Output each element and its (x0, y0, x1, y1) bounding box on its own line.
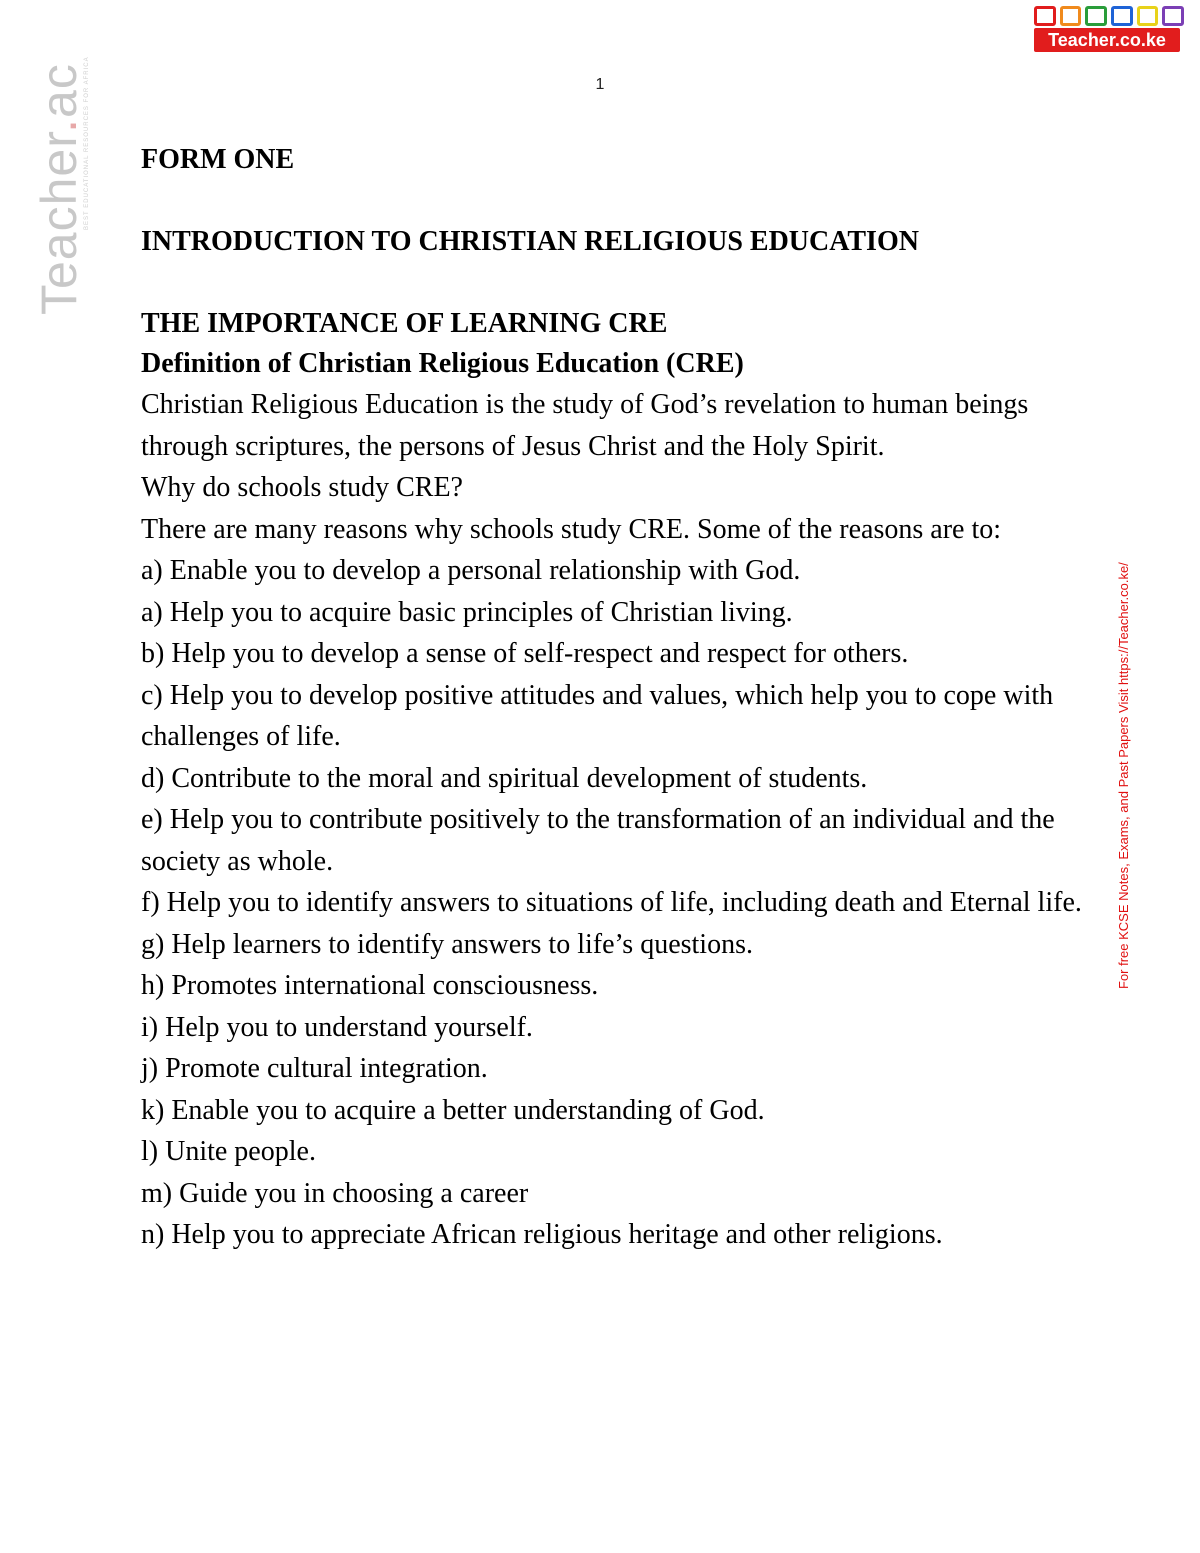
list-item: n) Help you to appreciate African religious heritage and other religions. (141, 1219, 943, 1250)
list-item: b) Help you to develop a sense of self-respect and respect for others. (141, 638, 909, 669)
logo-box (1137, 6, 1159, 26)
list-item: f) Help you to identify answers to situations of life, including death and Eternal life. (141, 887, 1082, 918)
definition-heading: Definition of Christian Religious Education (CRE) (141, 348, 744, 379)
list-item: j) Promote cultural integration. (141, 1053, 488, 1084)
logo-box (1060, 6, 1082, 26)
list-item: c) Help you to develop positive attitudes and values, which help you to cope with challenges of life. (141, 679, 1054, 752)
watermark-tagline: BEST EDUCATIONAL RESOURCES FOR AFRICA (84, 56, 90, 230)
teacher-co-ke-logo[interactable] (1034, 6, 1184, 52)
logo-box (1034, 6, 1056, 26)
list-item: e) Help you to contribute positively to the transformation of an individual and the society as whole. (141, 804, 1055, 877)
list-item: a) Help you to acquire basic principles of Christian living. (141, 596, 793, 628)
logo-box (1162, 6, 1184, 26)
intro-text: There are many reasons why schools study CRE. Some of the reasons are to: (141, 513, 1002, 545)
section-heading: THE IMPORTANCE OF LEARNING CRE (141, 308, 668, 339)
document-body (141, 140, 1101, 1256)
definition-text: Christian Religious Education is the study of God’s revelation to human beings through scriptures, the persons of Jesus Christ and the Holy Spirit. (141, 389, 1029, 462)
list-item: i) Help you to understand yourself. (141, 1011, 533, 1043)
reasons-list (141, 550, 1101, 1256)
page-number: 1 (595, 76, 605, 93)
list-item: g) Help learners to identify answers to life’s questions. (141, 928, 753, 960)
list-item: h) Promotes international consciousness. (141, 970, 599, 1001)
list-item: d) Contribute to the moral and spiritual development of students. (141, 762, 868, 794)
form-heading: FORM ONE (141, 144, 295, 175)
side-promo-text: For free KCSE Notes, Exams, and Past Papers Visit https://Teacher.co.ke/ (1116, 562, 1131, 989)
list-item: a) Enable you to develop a personal relationship with God. (141, 555, 801, 586)
list-item: l) Unite people. (141, 1136, 316, 1167)
question-text: Why do schools study CRE? (141, 472, 463, 503)
side-promo-link[interactable] (1116, 562, 1134, 990)
logo-box (1111, 6, 1133, 26)
logo-boxes (1034, 6, 1184, 26)
list-item: m) Guide you in choosing a career (141, 1177, 529, 1209)
watermark-text: Teacher.ac (31, 63, 87, 315)
logo-text: Teacher.co.ke (1034, 28, 1180, 52)
watermark-teacher-ac (30, 56, 90, 320)
topic-heading: INTRODUCTION TO CHRISTIAN RELIGIOUS EDUCATION (141, 226, 919, 257)
logo-box (1085, 6, 1107, 26)
list-item: k) Enable you to acquire a better understanding of God. (141, 1094, 765, 1126)
